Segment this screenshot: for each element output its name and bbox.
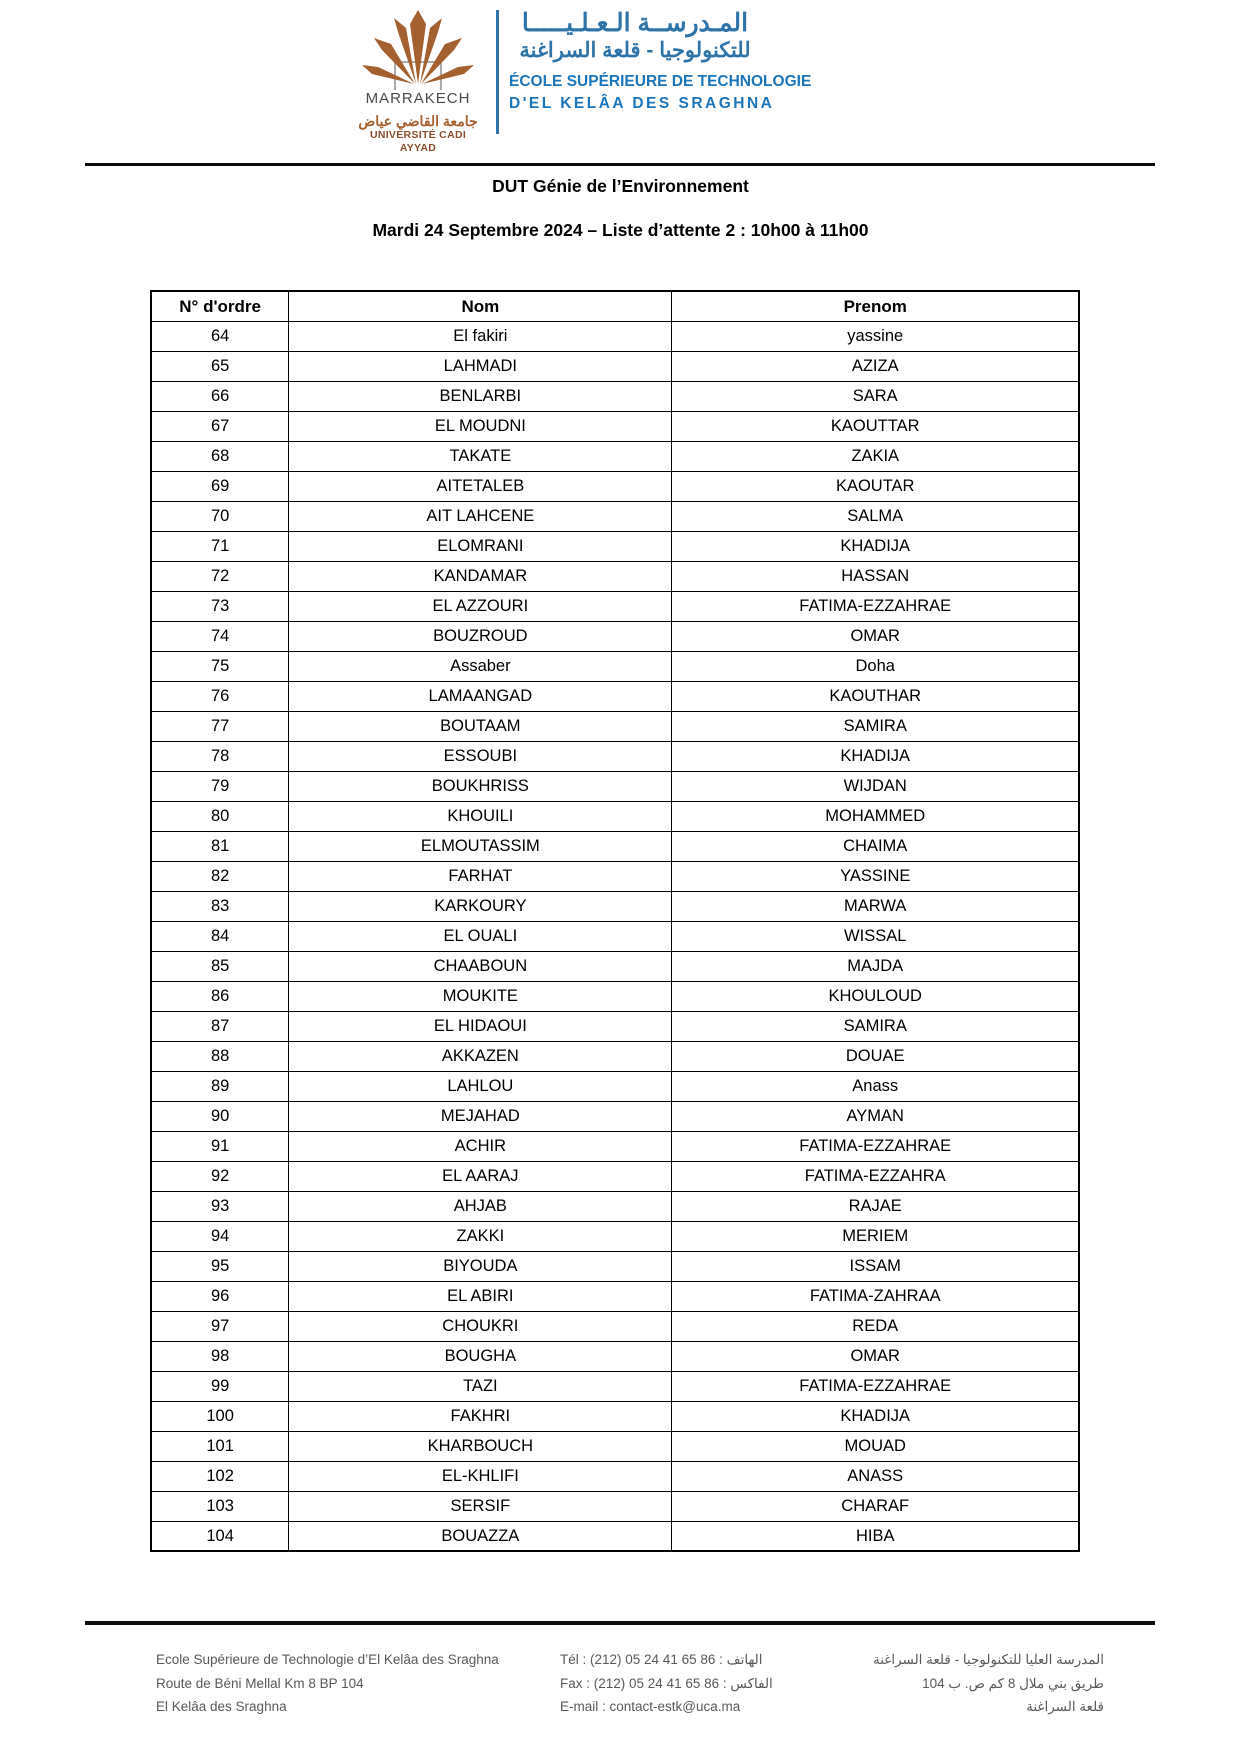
nom-cell: FAKHRI (289, 1401, 672, 1431)
prenom-cell: KAOUTTAR (672, 411, 1079, 441)
table-row (151, 621, 1079, 651)
nom-cell: ACHIR (289, 1131, 672, 1161)
order-cell: 100 (151, 1401, 289, 1431)
prenom-cell: SARA (672, 381, 1079, 411)
footer-address-ar-line1: المدرسة العليا للتكنولوجيا - قلعة السراغنة (872, 1652, 1104, 1667)
letterhead (352, 6, 812, 154)
prenom-cell: YASSINE (672, 861, 1079, 891)
table-row (151, 1371, 1079, 1401)
prenom-cell: OMAR (672, 621, 1079, 651)
nom-cell: BIYOUDA (289, 1251, 672, 1281)
table-row (151, 591, 1079, 621)
nom-cell: EL OUALI (289, 921, 672, 951)
prenom-cell: MARWA (672, 891, 1079, 921)
table-row (151, 1491, 1079, 1521)
prenom-cell: RAJAE (672, 1191, 1079, 1221)
nom-cell: TAZI (289, 1371, 672, 1401)
table-row (151, 681, 1079, 711)
waitlist-table (150, 290, 1080, 1552)
table-row (151, 1251, 1079, 1281)
prenom-cell: CHARAF (672, 1491, 1079, 1521)
table-row (151, 981, 1079, 1011)
prenom-cell: FATIMA-EZZAHRAE (672, 591, 1079, 621)
footer-email: E-mail : contact-estk@uca.ma (560, 1699, 741, 1715)
school-arabic-line1: المـدرســة الـعـلـيـــــا (521, 9, 749, 37)
nom-cell: EL HIDAOUI (289, 1011, 672, 1041)
prenom-cell: yassine (672, 321, 1079, 351)
school-french-line2: D'EL KELÂA DES SRAGHNA (509, 95, 775, 113)
prenom-cell: FATIMA-EZZAHRA (672, 1161, 1079, 1191)
column-header-prenom: Prenom (672, 291, 1079, 321)
prenom-cell: KHADIJA (672, 741, 1079, 771)
order-cell: 91 (151, 1131, 289, 1161)
prenom-cell: FATIMA-EZZAHRAE (672, 1131, 1079, 1161)
order-cell: 77 (151, 711, 289, 741)
nom-cell: EL ABIRI (289, 1281, 672, 1311)
table-row (151, 951, 1079, 981)
prenom-cell: WIJDAN (672, 771, 1079, 801)
order-cell: 65 (151, 351, 289, 381)
waitlist-table-body (151, 321, 1079, 1551)
palm-fan-icon (358, 6, 478, 112)
prenom-cell: MAJDA (672, 951, 1079, 981)
table-row (151, 651, 1079, 681)
order-cell: 66 (151, 381, 289, 411)
nom-cell: AIT LAHCENE (289, 501, 672, 531)
column-header-order: N° d'ordre (151, 291, 289, 321)
table-row (151, 1521, 1079, 1551)
table-row (151, 1071, 1079, 1101)
nom-cell: BOUGHA (289, 1341, 672, 1371)
nom-cell: FARHAT (289, 861, 672, 891)
table-row (151, 1401, 1079, 1431)
prenom-cell: KHADIJA (672, 531, 1079, 561)
order-cell: 71 (151, 531, 289, 561)
nom-cell: EL AARAJ (289, 1161, 672, 1191)
order-cell: 104 (151, 1521, 289, 1551)
prenom-cell: CHAIMA (672, 831, 1079, 861)
nom-cell: KHOUILI (289, 801, 672, 831)
nom-cell: AKKAZEN (289, 1041, 672, 1071)
nom-cell: EL AZZOURI (289, 591, 672, 621)
table-row (151, 921, 1079, 951)
table-row (151, 1011, 1079, 1041)
table-row (151, 1161, 1079, 1191)
nom-cell: ESSOUBI (289, 741, 672, 771)
order-cell: 72 (151, 561, 289, 591)
order-cell: 102 (151, 1461, 289, 1491)
footer-phone: Tél : (212) 05 24 41 65 86 : الهاتف (560, 1652, 763, 1667)
table-row (151, 711, 1079, 741)
table-row (151, 351, 1079, 381)
table-row (151, 411, 1079, 441)
nom-cell: BENLARBI (289, 381, 672, 411)
university-logo (352, 6, 484, 154)
nom-cell: KANDAMAR (289, 561, 672, 591)
table-row (151, 741, 1079, 771)
table-row (151, 1191, 1079, 1221)
table-row (151, 441, 1079, 471)
prenom-cell: SAMIRA (672, 1011, 1079, 1041)
order-cell: 97 (151, 1311, 289, 1341)
prenom-cell: ANASS (672, 1461, 1079, 1491)
nom-cell: AITETALEB (289, 471, 672, 501)
column-header-nom: Nom (289, 291, 672, 321)
footer-fax: Fax : (212) 05 24 41 65 86 : الفاكس (560, 1675, 773, 1691)
order-cell: 96 (151, 1281, 289, 1311)
table-row (151, 1221, 1079, 1251)
footer-address-ar-line3: قلعة السراغنة (1026, 1699, 1104, 1715)
prenom-cell: Anass (672, 1071, 1079, 1101)
nom-cell: Assaber (289, 651, 672, 681)
order-cell: 99 (151, 1371, 289, 1401)
table-row (151, 831, 1079, 861)
school-french-line1: ÉCOLE SUPÉRIEURE DE TECHNOLOGIE (509, 73, 812, 91)
nom-cell: TAKATE (289, 441, 672, 471)
prenom-cell: KHADIJA (672, 1401, 1079, 1431)
prenom-cell: HIBA (672, 1521, 1079, 1551)
nom-cell: MEJAHAD (289, 1101, 672, 1131)
table-row (151, 381, 1079, 411)
table-row (151, 1311, 1079, 1341)
table-row (151, 891, 1079, 921)
prenom-cell: KAOUTAR (672, 471, 1079, 501)
prenom-cell: Doha (672, 651, 1079, 681)
nom-cell: EL MOUDNI (289, 411, 672, 441)
prenom-cell: ISSAM (672, 1251, 1079, 1281)
footer-address-ar-line2: طريق بني ملال 8 كم ص. ب 104 (922, 1675, 1104, 1691)
nom-cell: MOUKITE (289, 981, 672, 1011)
nom-cell: BOUTAAM (289, 711, 672, 741)
table-row (151, 1101, 1079, 1131)
order-cell: 78 (151, 741, 289, 771)
prenom-cell: MOHAMMED (672, 801, 1079, 831)
page-title-session: Mardi 24 Septembre 2024 – Liste d’attente 2 : 10h00 à 11h00 (372, 220, 869, 240)
order-cell: 92 (151, 1161, 289, 1191)
order-cell: 95 (151, 1251, 289, 1281)
order-cell: 90 (151, 1101, 289, 1131)
nom-cell: ZAKKI (289, 1221, 672, 1251)
order-cell: 74 (151, 621, 289, 651)
order-cell: 93 (151, 1191, 289, 1221)
prenom-cell: MERIEM (672, 1221, 1079, 1251)
footer-address-ar (869, 1648, 1104, 1719)
prenom-cell: AYMAN (672, 1101, 1079, 1131)
footer-address-fr-line3: El Kelâa des Sraghna (156, 1699, 287, 1715)
footer-rule (85, 1621, 1155, 1625)
prenom-cell: SALMA (672, 501, 1079, 531)
order-cell: 67 (151, 411, 289, 441)
table-row (151, 531, 1079, 561)
nom-cell: LAMAANGAD (289, 681, 672, 711)
nom-cell: BOUKHRISS (289, 771, 672, 801)
prenom-cell: FATIMA-ZAHRAA (672, 1281, 1079, 1311)
order-cell: 88 (151, 1041, 289, 1071)
table-row (151, 501, 1079, 531)
table-row (151, 771, 1079, 801)
nom-cell: EL-KHLIFI (289, 1461, 672, 1491)
nom-cell: KHARBOUCH (289, 1431, 672, 1461)
table-row (151, 861, 1079, 891)
table-row (151, 471, 1079, 501)
footer-contact (560, 1648, 860, 1719)
order-cell: 69 (151, 471, 289, 501)
prenom-cell: KHOULOUD (672, 981, 1079, 1011)
nom-cell: CHAABOUN (289, 951, 672, 981)
order-cell: 68 (151, 441, 289, 471)
nom-cell: El fakiri (289, 321, 672, 351)
order-cell: 81 (151, 831, 289, 861)
nom-cell: ELOMRANI (289, 531, 672, 561)
letterhead-divider (496, 10, 499, 134)
table-row (151, 1431, 1079, 1461)
order-cell: 84 (151, 921, 289, 951)
nom-cell: KARKOURY (289, 891, 672, 921)
table-row (151, 561, 1079, 591)
footer-address-fr (156, 1648, 551, 1719)
order-cell: 79 (151, 771, 289, 801)
prenom-cell: WISSAL (672, 921, 1079, 951)
order-cell: 75 (151, 651, 289, 681)
table-row (151, 801, 1079, 831)
prenom-cell: AZIZA (672, 351, 1079, 381)
order-cell: 98 (151, 1341, 289, 1371)
university-arabic-name: جامعة القاضي عياض (358, 113, 478, 129)
order-cell: 80 (151, 801, 289, 831)
table-row (151, 1461, 1079, 1491)
nom-cell: LAHLOU (289, 1071, 672, 1101)
order-cell: 64 (151, 321, 289, 351)
table-row (151, 1041, 1079, 1071)
order-cell: 103 (151, 1491, 289, 1521)
logo-city-label: MARRAKECH (365, 90, 471, 107)
prenom-cell: DOUAE (672, 1041, 1079, 1071)
nom-cell: CHOUKRI (289, 1311, 672, 1341)
table-row (151, 1131, 1079, 1161)
prenom-cell: HASSAN (672, 561, 1079, 591)
school-arabic-line2: للتكنولوجيا - قلعة السراغنة (519, 39, 751, 62)
nom-cell: SERSIF (289, 1491, 672, 1521)
table-row (151, 321, 1079, 351)
footer-address-fr-line1: Ecole Supérieure de Technologie d’El Kelâa des Sraghna (156, 1652, 499, 1667)
footer-address-fr-line2: Route de Béni Mellal Km 8 BP 104 (156, 1675, 364, 1691)
nom-cell: BOUAZZA (289, 1521, 672, 1551)
table-row (151, 1281, 1079, 1311)
prenom-cell: ZAKIA (672, 441, 1079, 471)
table-header-row (151, 291, 1079, 321)
prenom-cell: SAMIRA (672, 711, 1079, 741)
order-cell: 87 (151, 1011, 289, 1041)
prenom-cell: FATIMA-EZZAHRAE (672, 1371, 1079, 1401)
nom-cell: ELMOUTASSIM (289, 831, 672, 861)
order-cell: 73 (151, 591, 289, 621)
nom-cell: LAHMADI (289, 351, 672, 381)
table-row (151, 1341, 1079, 1371)
order-cell: 83 (151, 891, 289, 921)
order-cell: 76 (151, 681, 289, 711)
nom-cell: AHJAB (289, 1191, 672, 1221)
prenom-cell: KAOUTHAR (672, 681, 1079, 711)
prenom-cell: REDA (672, 1311, 1079, 1341)
header-rule (85, 163, 1155, 166)
order-cell: 94 (151, 1221, 289, 1251)
page-title-program: DUT Génie de l’Environnement (492, 176, 749, 196)
university-french-name: UNIVERSITÉ CADI AYYAD (369, 129, 467, 154)
prenom-cell: OMAR (672, 1341, 1079, 1371)
nom-cell: BOUZROUD (289, 621, 672, 651)
order-cell: 101 (151, 1431, 289, 1461)
footer (156, 1648, 1104, 1719)
school-identity (509, 6, 812, 113)
order-cell: 89 (151, 1071, 289, 1101)
order-cell: 86 (151, 981, 289, 1011)
order-cell: 70 (151, 501, 289, 531)
order-cell: 82 (151, 861, 289, 891)
order-cell: 85 (151, 951, 289, 981)
prenom-cell: MOUAD (672, 1431, 1079, 1461)
